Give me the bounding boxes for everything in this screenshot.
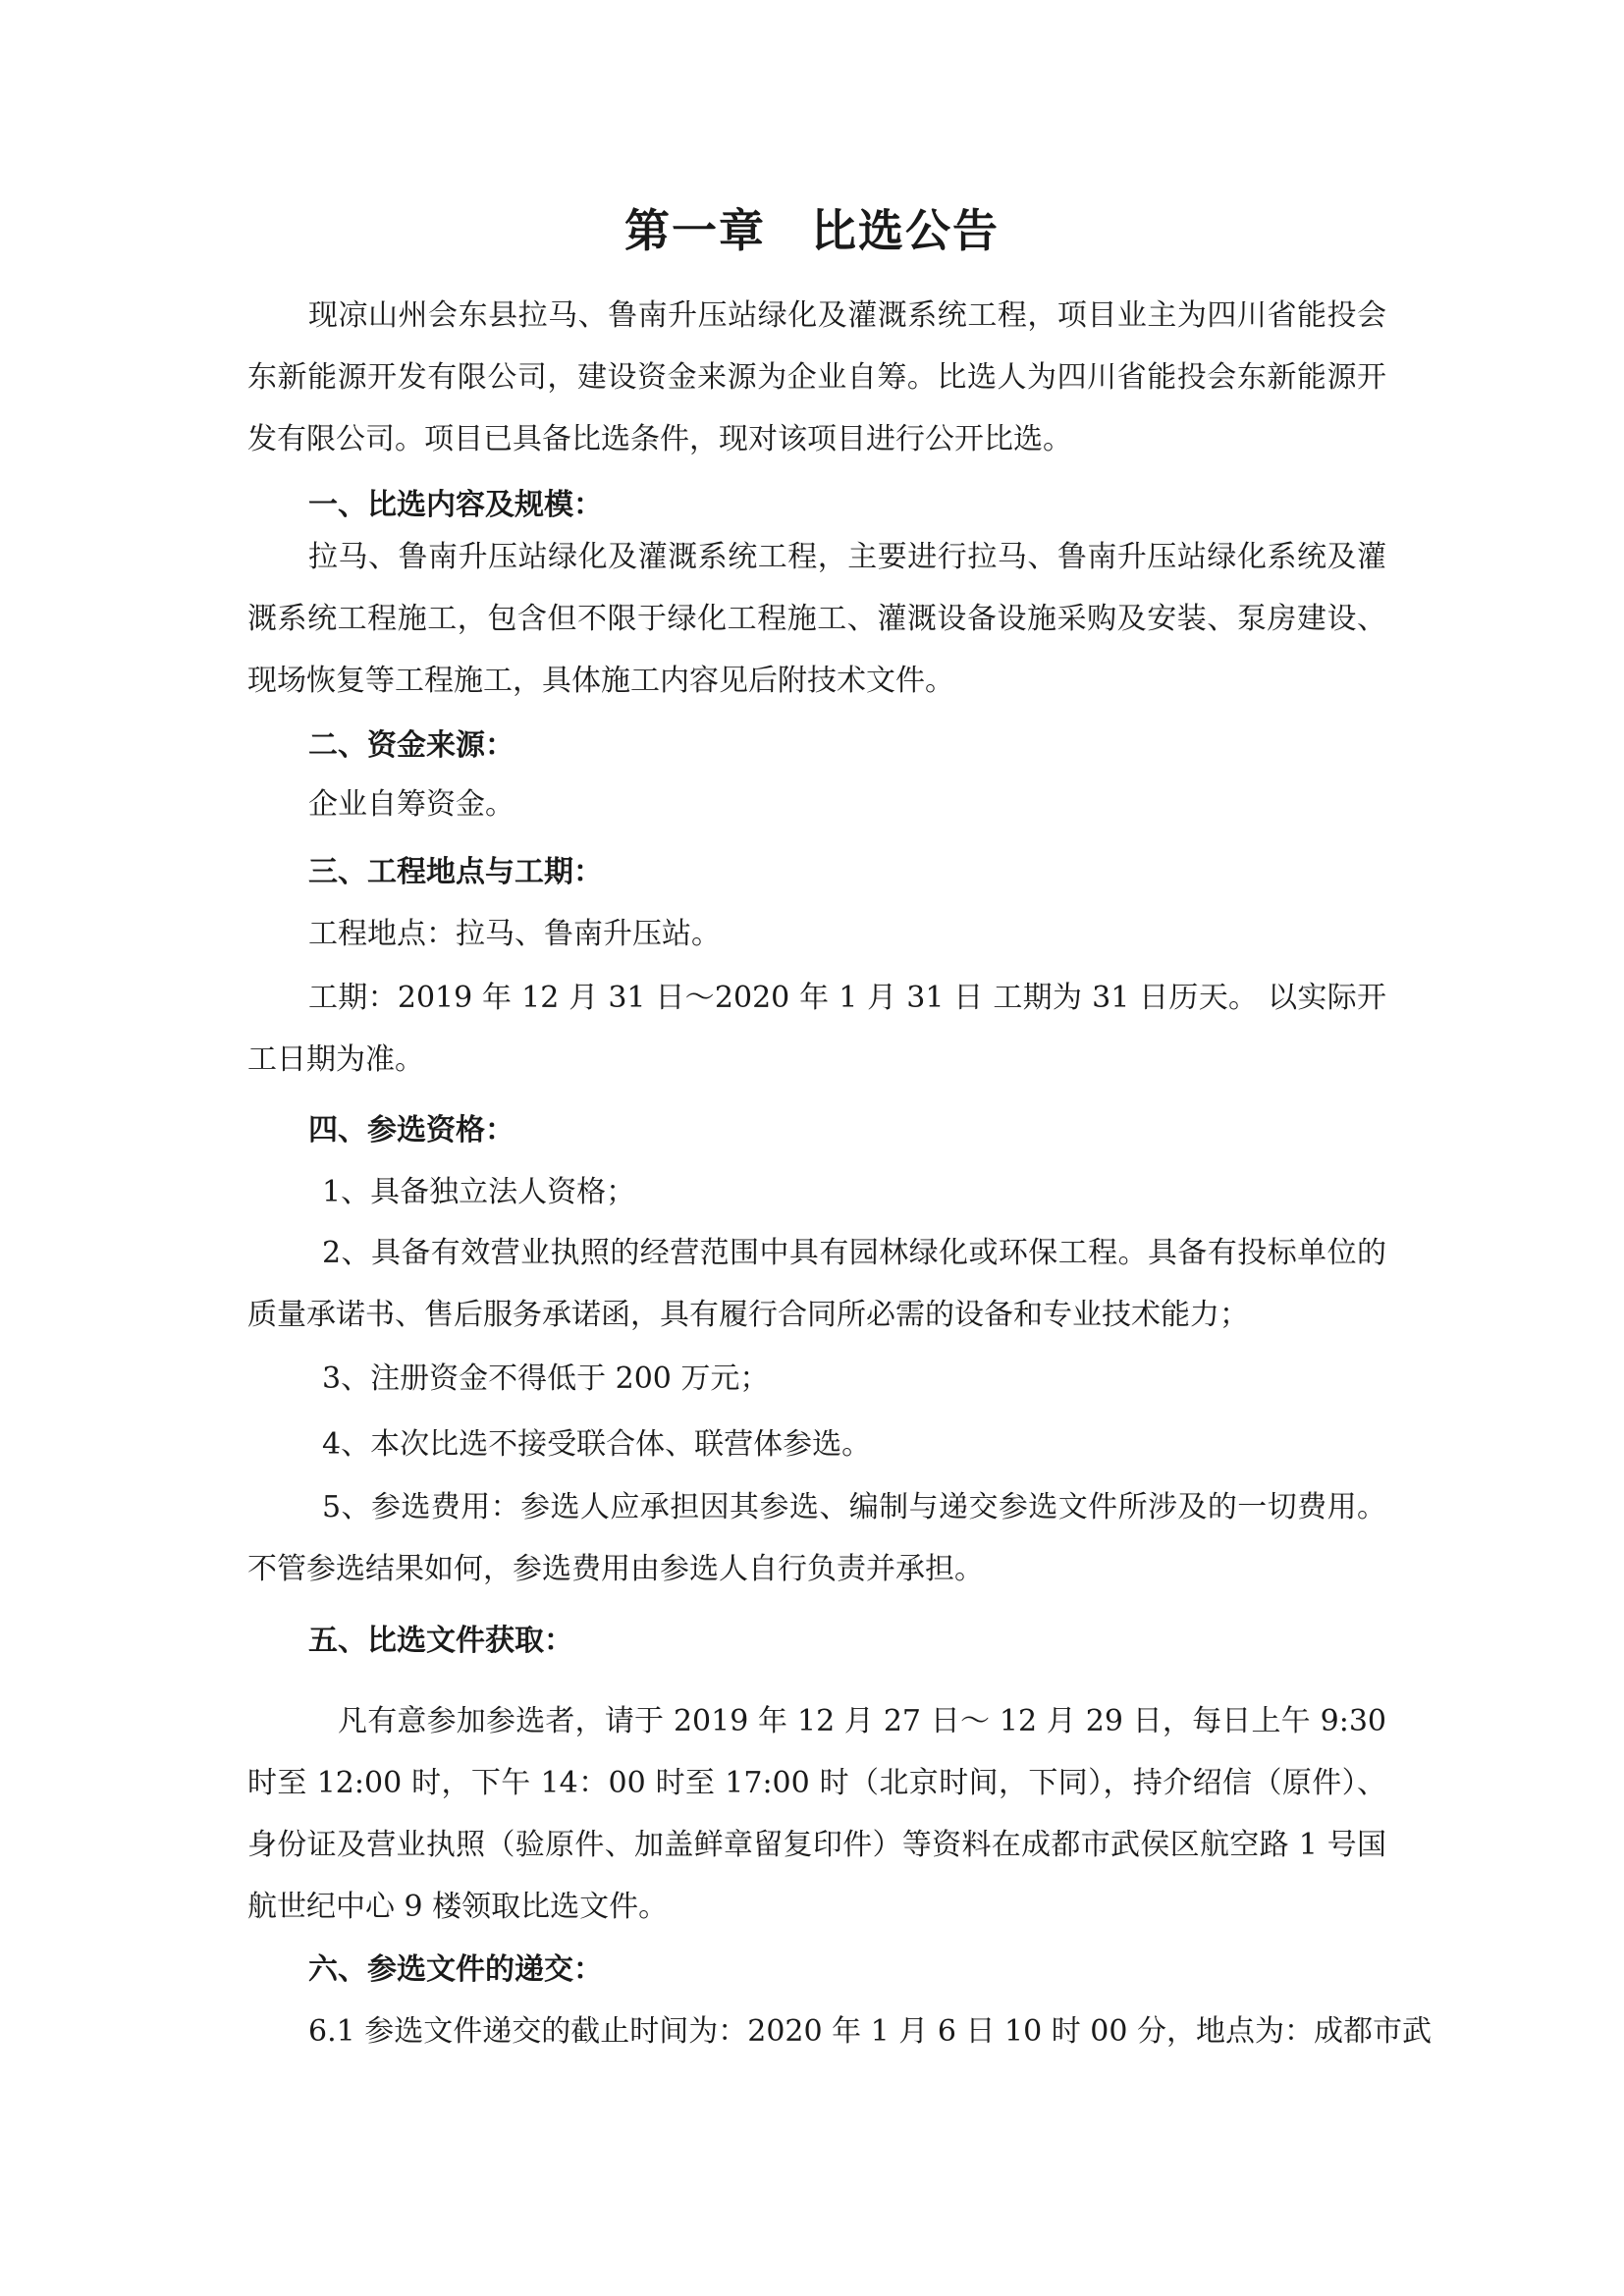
section-6-item-1: 6.1 参选文件递交的截止时间为：2020 年 1 月 6 日 10 时 00 分，地点为：成都市武	[308, 2014, 1432, 2049]
chapter-number: 第一章	[624, 204, 766, 257]
section-2-body: 企业自筹资金。	[308, 787, 514, 822]
section-4-heading: 四、参选资格：	[308, 1113, 514, 1148]
section-4-item-5: 5、参选费用：参选人应承担因其参选、编制与递交参选文件所涉及的一切费用。不管参选结果如何，参选费用由参选人自行负责并承担。	[247, 1490, 1386, 1586]
section-4-item-2: 2、具备有效营业执照的经营范围中具有园林绿化或环保工程。具备有投标单位的质量承诺书、售后服务承诺函，具有履行合同所必需的设备和专业技术能力；	[247, 1236, 1386, 1332]
section-4-item-3: 3、注册资金不得低于 200 万元；	[322, 1362, 770, 1396]
section-2-heading: 二、资金来源：	[308, 728, 514, 763]
section-6-heading: 六、参选文件的递交：	[308, 1952, 603, 1987]
section-4-item-1: 1、具备独立法人资格；	[322, 1175, 636, 1209]
section-3-period: 工期：2019 年 12 月 31 日～2020 年 1 月 31 日 工期为 31 日历天。 以实际开工日期为准。	[247, 981, 1386, 1077]
section-1-heading: 一、比选内容及规模：	[308, 488, 603, 522]
section-3-heading: 三、工程地点与工期：	[308, 855, 603, 889]
page-title	[0, 201, 1624, 260]
section-3-location: 工程地点：拉马、鲁南升压站。	[308, 917, 721, 951]
section-1-body: 拉马、鲁南升压站绿化及灌溉系统工程，主要进行拉马、鲁南升压站绿化系统及灌溉系统工程施工，包含但不限于绿化工程施工、灌溉设备设施采购及安装、泵房建设、现场恢复等工程施工，具体施工内容见后附技术文件。	[247, 540, 1386, 698]
section-4-item-4: 4、本次比选不接受联合体、联营体参选。	[322, 1427, 872, 1462]
section-5-heading: 五、比选文件获取：	[308, 1624, 573, 1658]
chapter-title: 比选公告	[811, 204, 1000, 257]
section-5-body: 凡有意参加参选者，请于 2019 年 12 月 27 日～ 12 月 29 日，每日上午 9:30 时至 12:00 时，下午 14：00 时至 17:00 时（北京时间，下同），持介绍信（原件）、身份证及营业执照（验原件、加盖鲜章留复印件）等资料在成都市武侯区航空路 1 号国航世纪中心 9 楼领取比选文件。	[247, 1704, 1386, 1924]
intro-paragraph: 现凉山州会东县拉马、鲁南升压站绿化及灌溉系统工程，项目业主为四川省能投会东新能源开发有限公司，建设资金来源为企业自筹。比选人为四川省能投会东新能源开发有限公司。项目已具备比选条件，现对该项目进行公开比选。	[247, 298, 1386, 456]
